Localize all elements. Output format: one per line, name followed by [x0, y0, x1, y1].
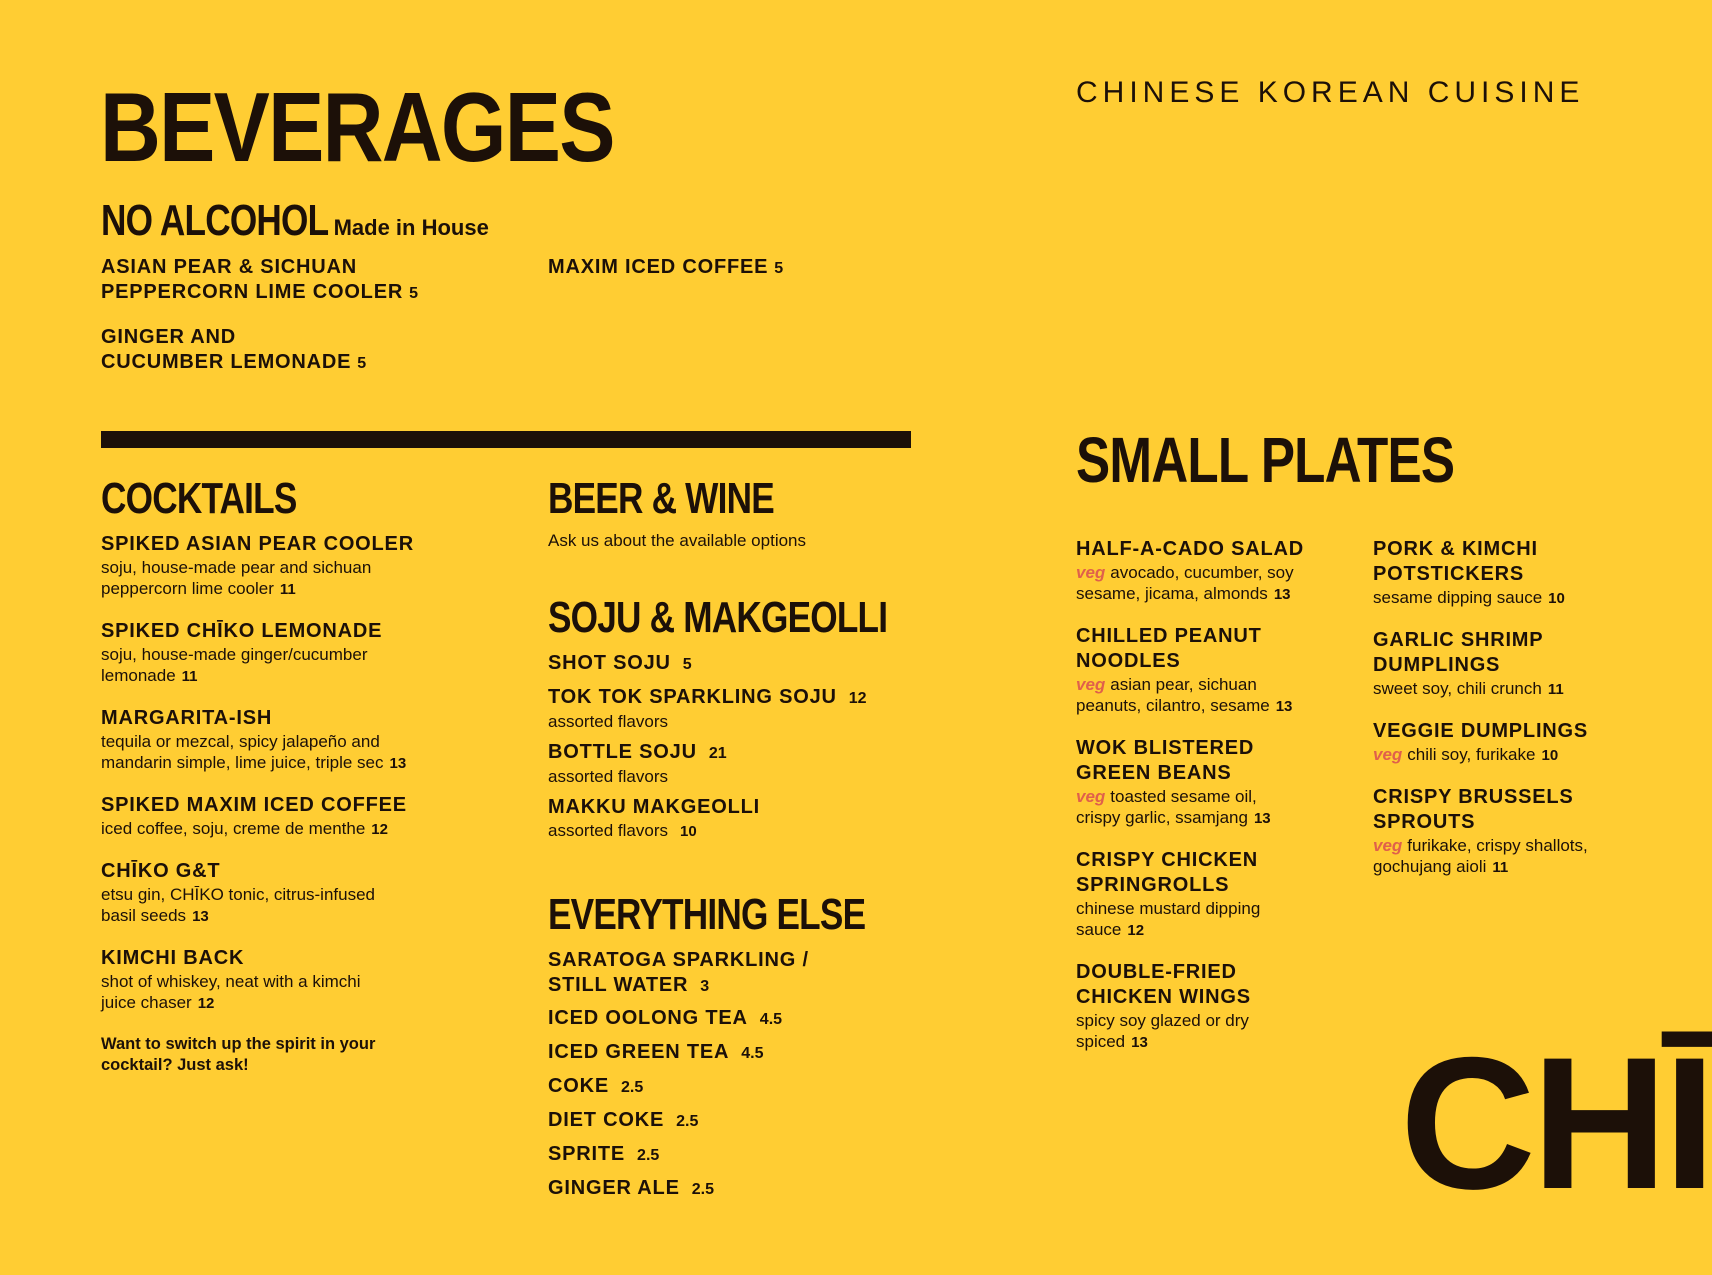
- item-name: DUMPLINGS: [1373, 654, 1501, 676]
- cocktail-item: [101, 706, 521, 774]
- item-desc: avocado, cucumber, soy: [1110, 563, 1294, 582]
- restaurant-tagline: CHINESE KOREAN CUISINE: [1076, 76, 1585, 109]
- item-price: 12: [197, 995, 215, 1012]
- item-desc: soju, house-made ginger/cucumber: [101, 645, 368, 664]
- logo-text: CHĪ: [1400, 1018, 1712, 1228]
- no-alcohol-item: [101, 325, 366, 376]
- item-desc: crispy garlic, ssamjang: [1076, 808, 1248, 827]
- item-price: 5: [682, 656, 692, 673]
- drink-item: [548, 1142, 928, 1168]
- item-name: DOUBLE-FRIED: [1076, 961, 1237, 983]
- plate-item: [1373, 785, 1643, 878]
- item-name: SARATOGA SPARKLING /: [548, 949, 809, 971]
- item-desc: furikake, crispy shallots,: [1407, 836, 1588, 855]
- item-price: 13: [389, 755, 407, 772]
- item-price: 2.5: [637, 1147, 660, 1164]
- item-desc: peppercorn lime cooler: [101, 579, 274, 598]
- item-desc: assorted flavors: [548, 821, 668, 840]
- item-name: BOTTLE SOJU: [548, 741, 697, 763]
- item-desc: shot of whiskey, neat with a kimchi: [101, 972, 361, 991]
- plate-item: [1076, 624, 1356, 717]
- item-price: 5: [774, 260, 784, 277]
- plate-item: [1076, 537, 1356, 605]
- item-desc: soju, house-made pear and sichuan: [101, 558, 372, 577]
- item-name: NOODLES: [1076, 650, 1181, 672]
- item-price: 5: [357, 355, 367, 372]
- item-name: MAKKU MAKGEOLLI: [548, 796, 760, 818]
- item-price: 12: [371, 821, 388, 838]
- item-name: CRISPY BRUSSELS: [1373, 786, 1574, 808]
- item-desc: mandarin simple, lime juice, triple sec: [101, 753, 384, 772]
- drink-item: [548, 1006, 928, 1032]
- item-price: 13: [1253, 810, 1271, 827]
- drink-item: [548, 948, 928, 999]
- item-name: SPROUTS: [1373, 811, 1476, 833]
- item-price: 4.5: [741, 1045, 764, 1062]
- item-name: GINGER AND: [101, 326, 237, 348]
- item-price: 4.5: [759, 1011, 783, 1028]
- item-price: 11: [1547, 681, 1564, 698]
- item-desc: assorted flavors: [548, 767, 668, 786]
- item-name: ASIAN PEAR & SICHUAN: [101, 256, 358, 278]
- plate-item: [1076, 848, 1356, 941]
- item-name: SPIKED MAXIM ICED COFFEE: [101, 794, 407, 816]
- no-alcohol-title: NO ALCOHOL: [101, 196, 329, 245]
- veg-label: veg: [1076, 787, 1106, 806]
- cocktail-item: [101, 859, 521, 927]
- cocktail-note: [101, 1034, 521, 1076]
- no-alcohol-item: [101, 255, 418, 306]
- item-name: SPRITE: [548, 1143, 626, 1165]
- drink-item: [548, 1176, 928, 1202]
- item-price: 12: [1127, 922, 1145, 939]
- item-price: 10: [1541, 747, 1559, 764]
- item-price: 11: [279, 581, 296, 598]
- drink-item: [548, 1074, 928, 1100]
- item-desc: assorted flavors: [548, 712, 668, 731]
- cocktails-title: COCKTAILS: [101, 474, 297, 523]
- cocktail-item: [101, 619, 521, 687]
- soju-item: [548, 651, 928, 677]
- plate-item: [1076, 960, 1356, 1053]
- item-desc: toasted sesame oil,: [1110, 787, 1257, 806]
- item-price: 10: [1548, 590, 1565, 607]
- item-name: CHĪKO G&T: [101, 860, 221, 882]
- item-name: CRISPY CHICKEN: [1076, 849, 1258, 871]
- small-plates-title: SMALL PLATES: [1076, 424, 1455, 496]
- plate-item: [1373, 537, 1643, 609]
- no-alcohol-item: [548, 255, 783, 281]
- item-desc: spicy soy glazed or dry: [1076, 1011, 1249, 1030]
- small-plates-left-column: [1076, 537, 1356, 1072]
- item-name: DIET COKE: [548, 1109, 665, 1131]
- note-line: Want to switch up the spirit in your: [101, 1035, 376, 1053]
- item-name: COKE: [548, 1075, 609, 1097]
- item-price: 21: [708, 745, 727, 762]
- plate-item: [1373, 628, 1643, 700]
- item-name: ICED OOLONG TEA: [548, 1007, 748, 1029]
- cocktail-item: [101, 793, 521, 840]
- soju-item: [548, 685, 928, 732]
- soju-section: [548, 595, 928, 842]
- item-desc: lemonade: [101, 666, 176, 685]
- item-name: ICED GREEN TEA: [548, 1041, 730, 1063]
- logo: [1400, 1018, 1712, 1228]
- item-name: SPRINGROLLS: [1076, 874, 1230, 896]
- item-desc: basil seeds: [101, 906, 187, 925]
- item-name: POTSTICKERS: [1373, 563, 1525, 585]
- drink-item: [548, 1040, 928, 1066]
- item-price: 5: [409, 285, 418, 302]
- item-name: GARLIC SHRIMP: [1373, 629, 1544, 651]
- item-name: TOK TOK SPARKLING SOJU: [548, 686, 837, 708]
- beer-wine-title: BEER & WINE: [548, 474, 774, 523]
- item-name: GREEN BEANS: [1076, 762, 1232, 784]
- item-name: SPIKED CHĪKO LEMONADE: [101, 620, 383, 642]
- item-name: CUCUMBER LEMONADE: [101, 351, 352, 373]
- item-price: 2.5: [676, 1113, 699, 1130]
- item-price: 10: [680, 823, 697, 840]
- item-name: STILL WATER: [548, 974, 689, 996]
- item-price: 13: [1273, 586, 1291, 603]
- soju-item: [548, 740, 928, 787]
- note-line: cocktail? Just ask!: [101, 1056, 249, 1074]
- plate-item: [1373, 719, 1643, 766]
- item-name: MARGARITA-ISH: [101, 707, 273, 729]
- veg-label: veg: [1373, 836, 1403, 855]
- item-desc: sesame dipping sauce: [1373, 588, 1543, 607]
- item-price: 2.5: [620, 1079, 644, 1096]
- item-price: 13: [1131, 1034, 1148, 1051]
- item-name: CHICKEN WINGS: [1076, 986, 1251, 1008]
- item-price: 13: [192, 908, 209, 925]
- item-desc: spiced: [1076, 1032, 1126, 1051]
- item-name: PORK & KIMCHI: [1373, 538, 1538, 560]
- drink-item: [548, 1108, 928, 1134]
- item-name: MAXIM ICED COFFEE: [548, 256, 769, 278]
- item-price: 13: [1275, 698, 1293, 715]
- item-desc: sauce: [1076, 920, 1122, 939]
- no-alcohol-header: [101, 198, 489, 244]
- item-desc: sesame, jicama, almonds: [1076, 584, 1268, 603]
- veg-label: veg: [1373, 745, 1403, 764]
- item-desc: peanuts, cilantro, sesame: [1076, 696, 1270, 715]
- item-desc: etsu gin, CHĪKO tonic, citrus-infused: [101, 885, 376, 904]
- item-desc: sweet soy, chili crunch: [1373, 679, 1542, 698]
- item-name: GINGER ALE: [548, 1177, 680, 1199]
- everything-else-title: EVERYTHING ELSE: [548, 890, 866, 939]
- beer-wine-note: Ask us about the available options: [548, 531, 807, 550]
- item-price: 3: [700, 978, 710, 995]
- item-desc: gochujang aioli: [1373, 857, 1487, 876]
- item-desc: juice chaser: [101, 993, 192, 1012]
- item-desc: iced coffee, soju, creme de menthe: [101, 819, 366, 838]
- soju-item: [548, 795, 928, 842]
- item-desc: chinese mustard dipping: [1076, 899, 1261, 918]
- item-name: HALF-A-CADO SALAD: [1076, 538, 1305, 560]
- item-desc: tequila or mezcal, spicy jalapeño and: [101, 732, 380, 751]
- page-title: BEVERAGES: [100, 72, 614, 182]
- cocktail-item: [101, 532, 521, 600]
- item-name: KIMCHI BACK: [101, 947, 245, 969]
- item-name: PEPPERCORN LIME COOLER: [101, 281, 404, 303]
- item-price: 2.5: [691, 1181, 714, 1198]
- small-plates-right-column: [1373, 537, 1643, 897]
- item-name: SPIKED ASIAN PEAR COOLER: [101, 533, 414, 555]
- cocktail-item: [101, 946, 521, 1014]
- item-name: CHILLED PEANUT: [1076, 625, 1262, 647]
- item-desc: asian pear, sichuan: [1110, 675, 1257, 694]
- plate-item: [1076, 736, 1356, 829]
- section-divider: [101, 431, 911, 448]
- beer-wine-section: [548, 476, 928, 551]
- item-price: 12: [848, 690, 867, 707]
- item-desc: chili soy, furikake: [1407, 745, 1536, 764]
- item-name: SHOT SOJU: [548, 652, 671, 674]
- cocktails-section: [101, 476, 521, 1076]
- soju-title: SOJU & MAKGEOLLI: [548, 593, 888, 642]
- no-alcohol-subtitle: Made in House: [333, 215, 489, 240]
- item-price: 11: [181, 668, 198, 685]
- item-price: 11: [1492, 859, 1509, 876]
- everything-else-section: [548, 892, 928, 1202]
- item-name: WOK BLISTERED: [1076, 737, 1255, 759]
- item-name: VEGGIE DUMPLINGS: [1373, 720, 1589, 742]
- veg-label: veg: [1076, 675, 1106, 694]
- veg-label: veg: [1076, 563, 1106, 582]
